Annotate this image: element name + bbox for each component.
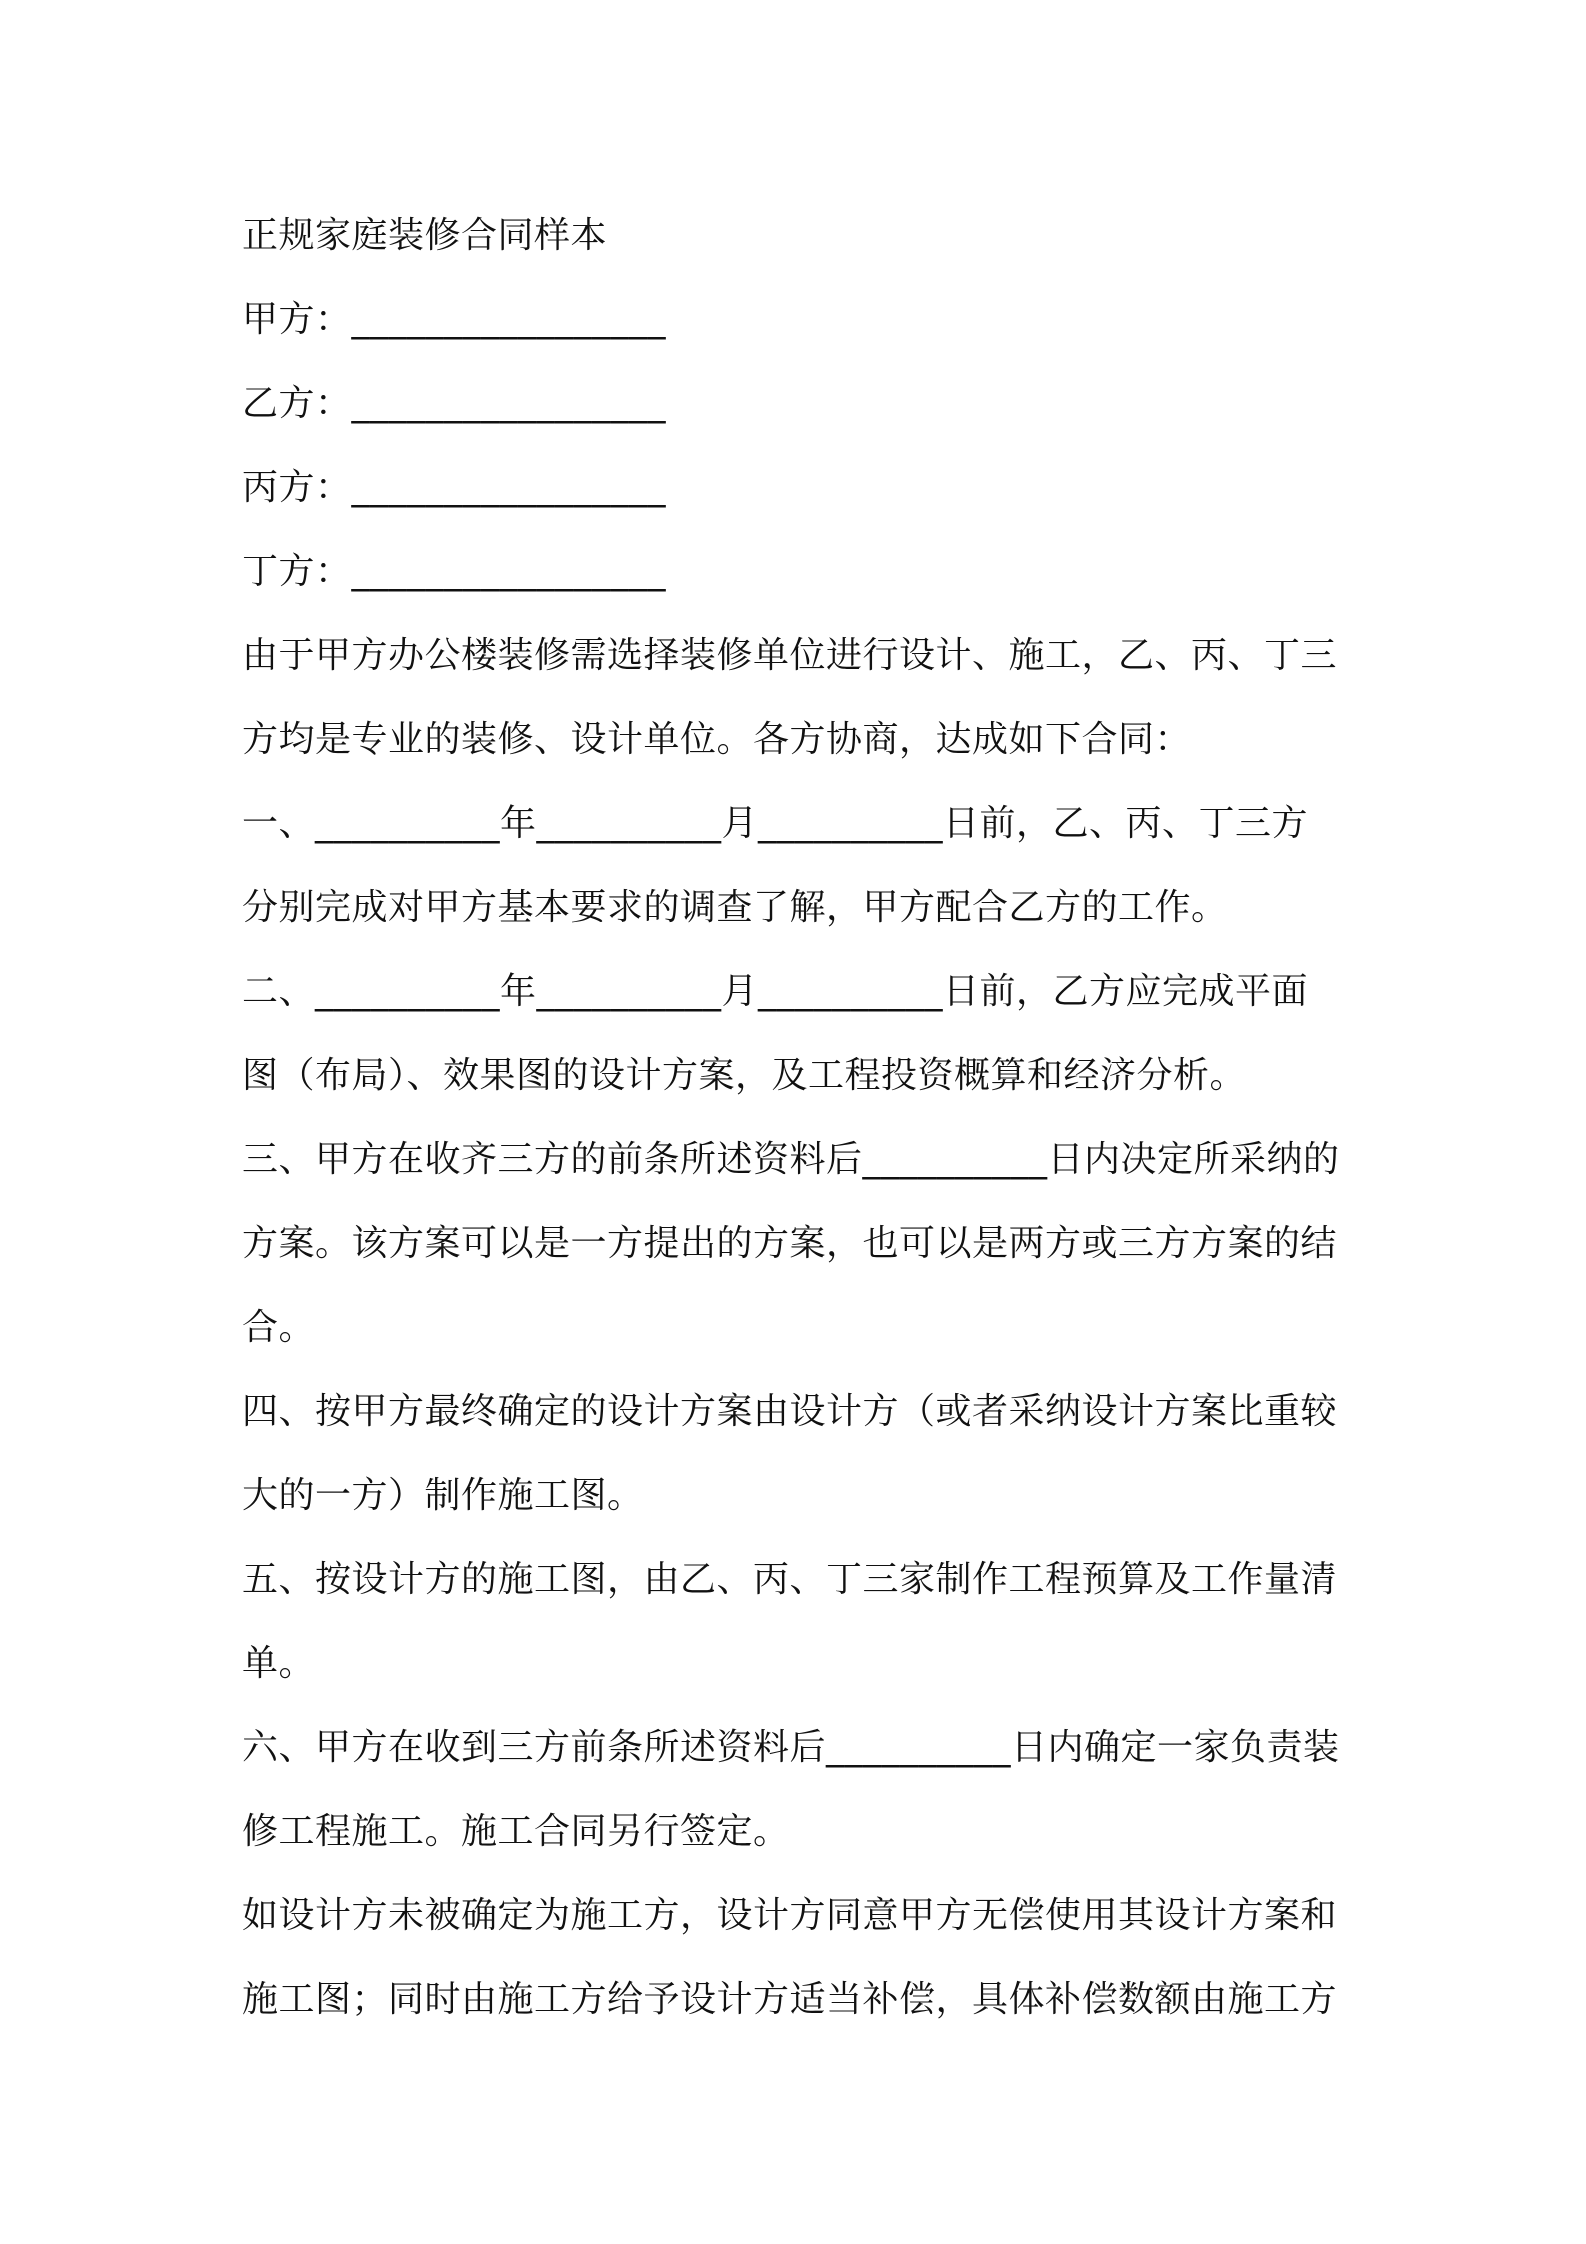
- party-b-line: 乙方：_________________: [242, 383, 667, 424]
- party-c-line: 丙方：_________________: [242, 467, 667, 508]
- document-title: 正规家庭装修合同样本: [242, 215, 608, 256]
- paragraph-line: 五、按设计方的施工图，由乙、丙、丁三家制作工程预算及工作量清: [242, 1559, 1338, 1600]
- paragraph-line: 合。: [242, 1307, 316, 1348]
- paragraph-line: 分别完成对甲方基本要求的调查了解，甲方配合乙方的工作。: [242, 887, 1228, 928]
- paragraph-line: 六、甲方在收到三方前条所述资料后__________日内确定一家负责装: [242, 1727, 1340, 1768]
- paragraph-line: 四、按甲方最终确定的设计方案由设计方（或者采纳设计方案比重较: [242, 1391, 1338, 1432]
- paragraph-line: 由于甲方办公楼装修需选择装修单位进行设计、施工，乙、丙、丁三: [242, 635, 1338, 676]
- paragraph-line: 图（布局）、效果图的设计方案，及工程投资概算和经济分析。: [242, 1055, 1247, 1096]
- paragraph-line: 修工程施工。施工合同另行签定。: [242, 1811, 790, 1852]
- paragraph-line: 方均是专业的装修、设计单位。各方协商，达成如下合同：: [242, 719, 1192, 760]
- paragraph-line: 方案。该方案可以是一方提出的方案，也可以是两方或三方方案的结: [242, 1223, 1338, 1264]
- paragraph-line: 三、甲方在收齐三方的前条所述资料后__________日内决定所采纳的: [242, 1139, 1340, 1180]
- paragraph-line: 大的一方）制作施工图。: [242, 1475, 644, 1516]
- paragraph-line: 一、__________年__________月__________日前，乙、丙、丁三方: [242, 803, 1309, 844]
- paragraph-line: 单。: [242, 1643, 316, 1684]
- document-body: [242, 194, 1362, 2042]
- party-a-line: 甲方：_________________: [242, 299, 667, 340]
- paragraph-line: 如设计方未被确定为施工方，设计方同意甲方无偿使用其设计方案和: [242, 1895, 1338, 1936]
- paragraph-line: 施工图；同时由施工方给予设计方适当补偿，具体补偿数额由施工方: [242, 1979, 1338, 2020]
- paragraph-line: 二、__________年__________月__________日前，乙方应完成平面: [242, 971, 1309, 1012]
- party-d-line: 丁方：_________________: [242, 551, 667, 592]
